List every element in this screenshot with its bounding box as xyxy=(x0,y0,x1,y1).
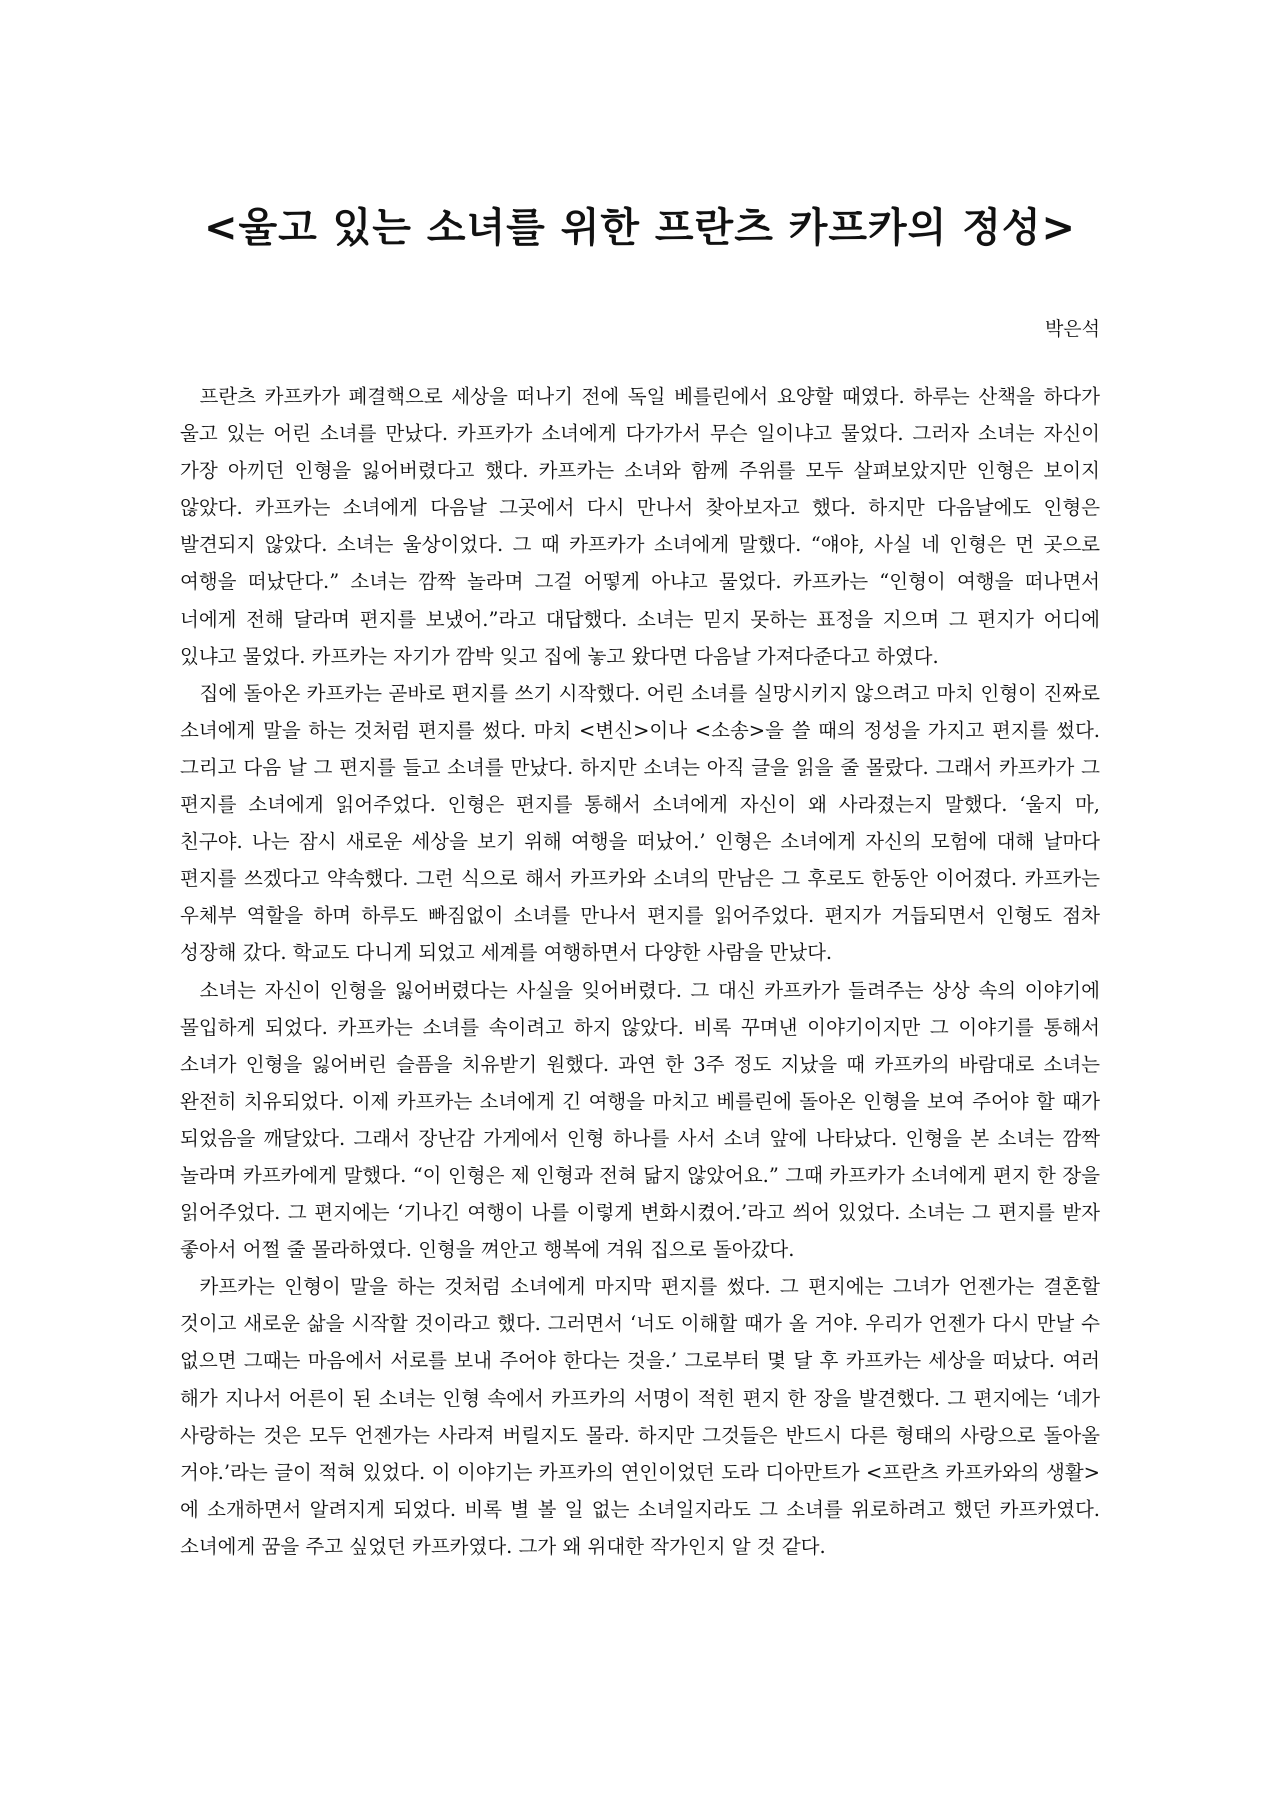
author-name: 박은석 xyxy=(1044,318,1100,340)
paragraph-2: 집에 돌아온 카프카는 곧바로 편지를 쓰기 시작했다. 어린 소녀를 실망시키지 않으려고 마치 인형이 진짜로 소녀에게 말을 하는 것처럼 편지를 썼다. 마치 <변신>이나 <소송>을 쓸 때의 정성을 가지고 편지를 썼다. 그리고 다음 날 그 편지를 들고 소녀를 만났다. 하지만 소녀는 아직 글을 읽을 줄 몰랐다. 그래서 카프카가 그 편지를 소녀에게 읽어주었다. 인형은 편지를 통해서 소녀에게 자신이 왜 사라졌는지 말했다. ‘울지 마, 친구야. 나는 잠시 새로운 세상을 보기 위해 여행을 떠났어.’ 인형은 소녀에게 자신의 모험에 대해 날마다 편지를 쓰겠다고 약속했다. 그런 식으로 해서 카프카와 소녀의 만남은 그 후로도 한동안 이어졌다. 카프카는 우체부 역할을 하며 하루도 빠짐없이 소녀를 만나서 편지를 읽어주었다. 편지가 거듭되면서 인형도 점차 성장해 갔다. 학교도 다니게 되었고 세계를 여행하면서 다양한 사람을 만났다. xyxy=(180,681,1100,965)
document-title: <울고 있는 소녀를 위한 프란츠 카프카의 정성> xyxy=(203,205,1077,251)
paragraph-4: 카프카는 인형이 말을 하는 것처럼 소녀에게 마지막 편지를 썼다. 그 편지에는 그녀가 언젠가는 결혼할 것이고 새로운 삶을 시작할 것이라고 했다. 그러면서 ‘너도 이해할 때가 올 거야. 우리가 언젠가 다시 만날 수 없으면 그때는 마음에서 서로를 보내 주어야 한다는 것을.’ 그로부터 몇 달 후 카프카는 세상을 떠났다. 여러 해가 지나서 어른이 된 소녀는 인형 속에서 카프카의 서명이 적힌 편지 한 장을 발견했다. 그 편지에는 ‘네가 사랑하는 것은 모두 언젠가는 사라져 버릴지도 몰라. 하지만 그것들은 반드시 다른 형태의 사랑으로 돌아올 거야.’라는 글이 적혀 있었다. 이 이야기는 카프카의 연인이었던 도라 디아만트가 <프란츠 카프카와의 생활>에 소개하면서 알려지게 되었다. 비록 별 볼 일 없는 소녀일지라도 그 소녀를 위로하려고 했던 카프카였다. 소녀에게 꿈을 주고 싶었던 카프카였다. 그가 왜 위대한 작가인지 알 것 같다. xyxy=(180,1275,1100,1558)
paragraph-1: 프란츠 카프카가 폐결핵으로 세상을 떠나기 전에 독일 베를린에서 요양할 때였다. 하루는 산책을 하다가 울고 있는 어린 소녀를 만났다. 카프카가 소녀에게 다가가서 무슨 일이냐고 물었다. 그러자 소녀는 자신이 가장 아끼던 인형을 잃어버렸다고 했다. 카프카는 소녀와 함께 주위를 모두 살펴보았지만 인형은 보이지 않았다. 카프카는 소녀에게 다음날 그곳에서 다시 만나서 찾아보자고 했다. 하지만 다음날에도 인형은 발견되지 않았다. 소녀는 울상이었다. 그 때 카프카가 소녀에게 말했다. “얘야, 사실 네 인형은 먼 곳으로 여행을 떠났단다.” 소녀는 깜짝 놀라며 그걸 어떻게 아냐고 물었다. 카프카는 “인형이 여행을 떠나면서 너에게 전해 달라며 편지를 보냈어.”라고 대답했다. 소녀는 믿지 못하는 표정을 지으며 그 편지가 어디에 있냐고 물었다. 카프카는 자기가 깜박 잊고 집에 놓고 왔다면 다음날 가져다준다고 하였다. xyxy=(180,385,1100,668)
document-body xyxy=(180,378,1100,1565)
paragraph-3: 소녀는 자신이 인형을 잃어버렸다는 사실을 잊어버렸다. 그 대신 카프카가 들려주는 상상 속의 이야기에 몰입하게 되었다. 카프카는 소녀를 속이려고 하지 않았다. 비록 꾸며낸 이야기이지만 그 이야기를 통해서 소녀가 인형을 잃어버린 슬픔을 치유받기 원했다. 과연 한 3주 정도 지났을 때 카프카의 바람대로 소녀는 완전히 치유되었다. 이제 카프카는 소녀에게 긴 여행을 마치고 베를린에 돌아온 인형을 보여 주어야 할 때가 되었음을 깨달았다. 그래서 장난감 가게에서 인형 하나를 사서 소녀 앞에 나타났다. 인형을 본 소녀는 깜짝 놀라며 카프카에게 말했다. “이 인형은 제 인형과 전혀 닮지 않았어요.” 그때 카프카가 소녀에게 편지 한 장을 읽어주었다. 그 편지에는 ‘기나긴 여행이 나를 이렇게 변화시켰어.’라고 씌어 있었다. 소녀는 그 편지를 받자 좋아서 어쩔 줄 몰라하였다. 인형을 껴안고 행복에 겨워 집으로 돌아갔다. xyxy=(180,978,1100,1262)
